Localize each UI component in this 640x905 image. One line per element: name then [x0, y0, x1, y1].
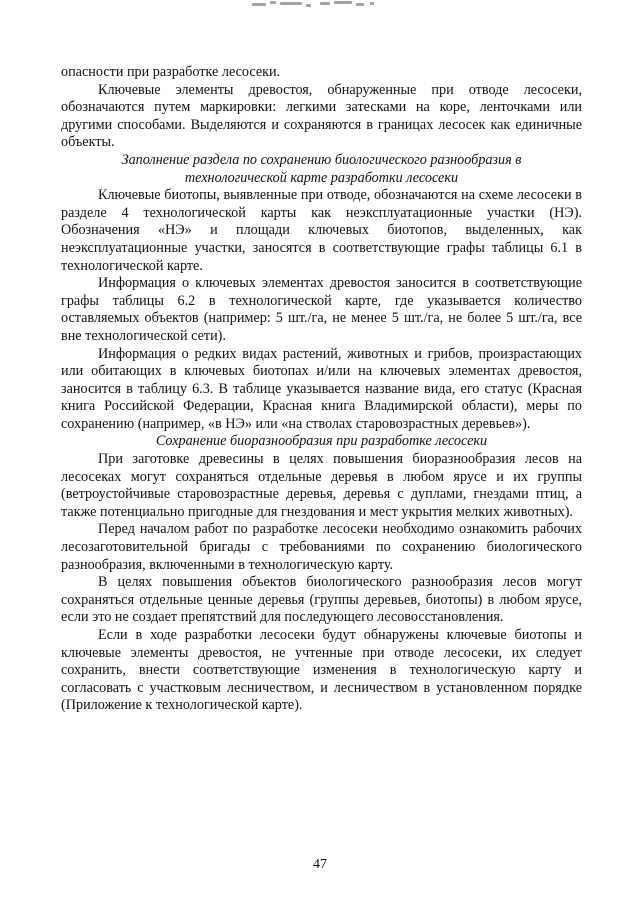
section-heading-biodiversity-map: Заполнение раздела по сохранению биологического разнообразия в технологической карте разработки лесосеки	[121, 151, 522, 186]
paragraph-valuable-trees: В целях повышения объектов биологического разнообразия лесов могут сохраняться отдельные ценные деревья (группы деревьев, биотопы) в любом ярусе, если это не создает препятствий для последующего лесовосстановления.	[61, 574, 582, 626]
paragraph-key-elements: Ключевые элементы древостоя, обнаруженные при отводе лесосеки, обозначаются путем маркировки: легкими затесками на коре, ленточками или другими способами. Выделяются и сохраняются в границах лесосек как единичные объекты.	[61, 81, 582, 151]
intro-fragment: опасности при разработке лесосеки.	[61, 64, 281, 80]
scan-artifact	[232, 0, 382, 8]
paragraph-brigade: Перед началом работ по разработке лесосеки необходимо ознакомить рабочих лесозаготовительной бригады с требованиями по сохранению биологического разнообразия, включенными в технологическую карту.	[61, 521, 582, 573]
section-heading-biodiversity-conservation: Сохранение биоразнообразия при разработке лесосеки	[155, 433, 488, 450]
paragraph-key-elements-info: Информация о ключевых элементах древостоя заносится в соответствующие графы таблицы 6.2 в технологической карте, где указывается количество оставляемых объектов (например: 5 шт./га, не менее 5 шт./га, не более 5 шт./га, все вне технологической сети).	[61, 275, 582, 344]
paragraph-harvest: При заготовке древесины в целях повышения биоразнообразия лесов на лесосеках могут сохраняться отдельные деревья в любом ярусе и их группы (ветроустойчивые старовозрастные деревья, деревья с дуплами, гнездами птиц, а также потенциально пригодные для гнездования и мест укрытия мелких животных).	[61, 451, 582, 520]
page-number: 47	[313, 857, 327, 872]
body-text	[61, 64, 582, 715]
paragraph-key-biotopes: Ключевые биотопы, выявленные при отводе, обозначаются на схеме лесосеки в разделе 4 технологической карты как неэксплуатационные участки (НЭ). Обозначения «НЭ» и площади ключевых биотопов, выделенных, как неэксплуатационные участки, заносятся в соответствующие графы таблицы 6.1 в технологической карте.	[61, 187, 582, 274]
paragraph-discovered: Если в ходе разработки лесосеки будут обнаружены ключевые биотопы и ключевые элементы древостоя, не учтенные при отводе лесосеки, их следует сохранить, внести соответствующие изменения в технологическую карту и согласовать с участковым лесничеством, и лесничеством в установленном порядке (Приложение к технологической карте).	[61, 627, 582, 714]
paragraph-rare-species: Информация о редких видах растений, животных и грибов, произрастающих или обитающих в ключевых биотопах и/или на ключевых элементах древостоя, заносится в таблицу 6.3. В таблице указывается название вида, его статус (Красная книга Российской Федерации, Красная книга Владимирской области), меры по сохранению (например, «в НЭ» или «на стволах старовозрастных деревьев»).	[61, 345, 582, 432]
